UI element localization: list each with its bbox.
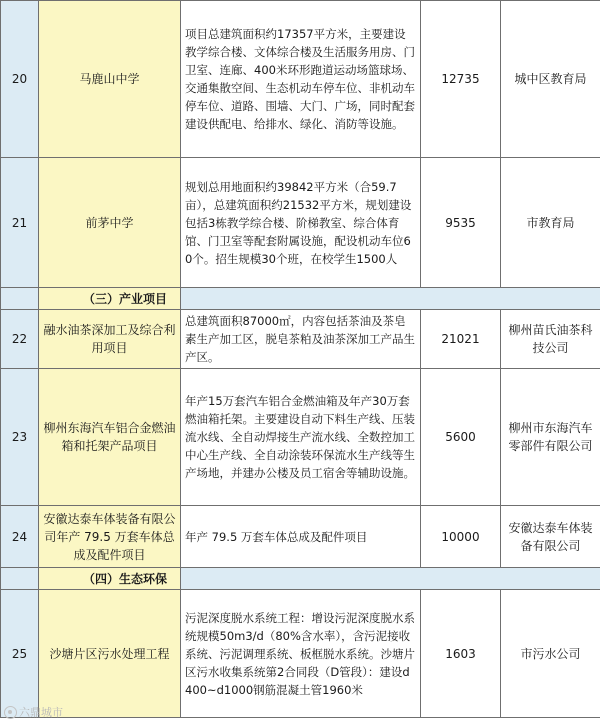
row-number: 23 [1, 369, 39, 506]
project-description: 项目总建筑面积约17357平方米，主要建设教学综合楼、文体综合楼及生活服务用房、门卫室、连廊、400米环形跑道运动场篮球场、交通集散空间、生态机动车停车位、非机动车停车位、道路、围墙、大门、广场，同时配套建设供配电、给排水、绿化、消防等设施。 [181, 1, 421, 158]
investment-amount: 21021 [421, 310, 501, 369]
row-number: 21 [1, 158, 39, 288]
project-name: 融水油茶深加工及综合利用项目 [39, 310, 181, 369]
table-row [1, 369, 600, 506]
project-name: 马鹿山中学 [39, 1, 181, 158]
section-fill [181, 568, 600, 590]
responsible-unit: 市污水公司 [501, 590, 600, 718]
responsible-unit: 城中区教育局 [501, 1, 600, 158]
investment-amount: 9535 [421, 158, 501, 288]
project-name: 沙塘片区污水处理工程 [39, 590, 181, 718]
row-number: 20 [1, 1, 39, 158]
table-row [1, 1, 600, 158]
row-number: 25 [1, 590, 39, 718]
section-number-cell [1, 288, 39, 310]
responsible-unit: 柳州苗氏油茶科技公司 [501, 310, 600, 369]
responsible-unit: 市教育局 [501, 158, 600, 288]
watermark-logo-icon [4, 706, 17, 719]
table-row [1, 310, 600, 369]
investment-amount: 10000 [421, 506, 501, 568]
project-description: 规划总用地面积约39842平方米（合59.7亩），总建筑面积约21532平方米，规划建设包括3栋教学综合楼、阶梯教室、综合体育馆、门卫室等配套附属设施，配设机动车位60个。招生规模30个班，在校学生1500人 [181, 158, 421, 288]
row-number: 24 [1, 506, 39, 568]
project-name: 柳州东海汽车铝合金燃油箱和托架产品项目 [39, 369, 181, 506]
project-description: 年产 79.5 万套车体总成及配件项目 [181, 506, 421, 568]
row-number: 22 [1, 310, 39, 369]
section-number-cell [1, 568, 39, 590]
project-description: 总建筑面积87000㎡，内容包括茶油及茶皂素生产加工区，脱皂茶粕及油茶深加工产品生产区。 [181, 310, 421, 369]
project-description: 污泥深度脱水系统工程：增设污泥深度脱水系统规模50m3/d（80%含水率），含污泥接收系统、污泥调理系统、板框脱水系统。沙塘片区污水收集系统第2合同段（D管段）：建设d400~d1000钢筋混凝土管1960米 [181, 590, 421, 718]
project-name: 安徽达泰车体装备有限公司年产 79.5 万套车体总成及配件项目 [39, 506, 181, 568]
investment-amount: 5600 [421, 369, 501, 506]
section-title: （四）生态环保 [39, 568, 181, 590]
project-name: 前茅中学 [39, 158, 181, 288]
investment-amount: 12735 [421, 1, 501, 158]
investment-amount: 1603 [421, 590, 501, 718]
watermark-text: 六鼎城市 [19, 706, 63, 719]
section-title: （三）产业项目 [39, 288, 181, 310]
project-description: 年产15万套汽车铝合金燃油箱及年产30万套燃油箱托架。主要建设自动下料生产线、压装流水线、全自动焊接生产流水线、全数控加工中心生产线、全自动涂装环保流水生产线等生产场地，并建办公楼及员工宿舍等辅助设施。 [181, 369, 421, 506]
table-row [1, 506, 600, 568]
section-header-row [1, 288, 600, 310]
table-row [1, 158, 600, 288]
responsible-unit: 柳州市东海汽车零部件有限公司 [501, 369, 600, 506]
watermark [4, 704, 63, 720]
section-header-row [1, 568, 600, 590]
section-fill [181, 288, 600, 310]
table-row [1, 590, 600, 718]
responsible-unit: 安徽达泰车体装备有限公司 [501, 506, 600, 568]
